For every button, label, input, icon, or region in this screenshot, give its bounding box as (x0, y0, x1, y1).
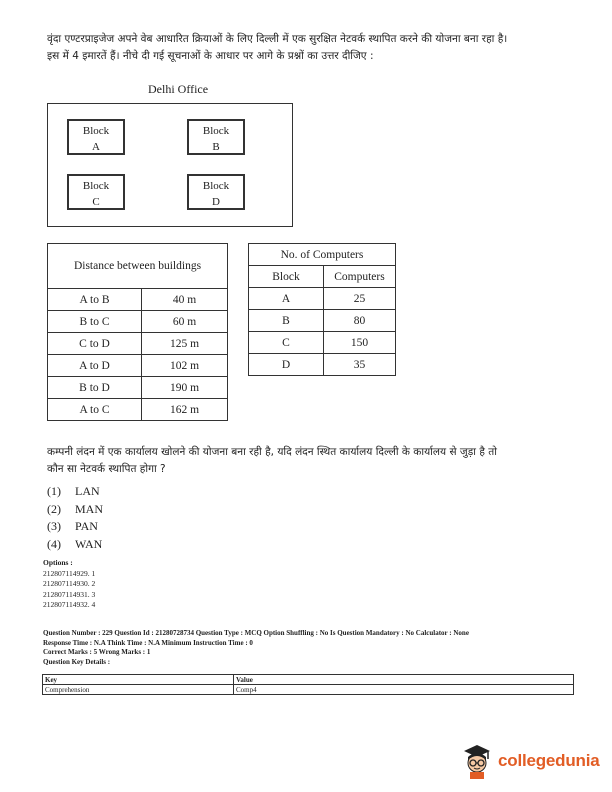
distance-table (47, 243, 228, 421)
option-text: WAN (75, 536, 103, 551)
option-number: (3) (47, 519, 61, 533)
meta-line-2: Response Time : N.A Think Time : N.A Minimum Instruction Time : 0 (43, 638, 253, 647)
option-1[interactable] (47, 483, 103, 501)
table-row (249, 332, 396, 354)
question-line-1: कम्पनी लंदन में एक कार्यालय खोलने की योजना बना रही है, यदि लंदन स्थित कार्यालय दिल्ली के कार्यालय से जुड़ा है तो (47, 446, 497, 458)
block-label: Block (82, 180, 110, 192)
table-row (48, 377, 228, 399)
options-list (47, 483, 103, 553)
block-letter: B (212, 141, 220, 153)
block-c (67, 174, 125, 210)
option-4[interactable] (47, 536, 103, 554)
intro-text (47, 31, 507, 65)
option-3[interactable] (47, 518, 103, 536)
block-label: Block (82, 125, 110, 137)
table-row (249, 288, 396, 310)
option-number: (4) (47, 536, 61, 551)
distance-value: 162 m (142, 399, 228, 421)
option-id: 212807114931. 3 (43, 589, 96, 599)
table-row (249, 354, 396, 376)
question-line-2: कौन सा नेटवर्क स्थापित होगा ? (47, 463, 166, 475)
option-number: (1) (47, 484, 61, 498)
table-row (48, 399, 228, 421)
question-meta (43, 629, 469, 667)
distance-value: 102 m (142, 355, 228, 377)
option-text: MAN (75, 501, 104, 516)
block-label: Block (202, 180, 230, 192)
block-b (187, 119, 245, 155)
distance-pair: C to D (48, 333, 142, 355)
option-ids (43, 558, 95, 611)
option-text: LAN (75, 484, 100, 498)
distance-pair: B to C (48, 311, 142, 333)
logo-text: collegedunia (498, 751, 600, 770)
block-cell: D (249, 354, 324, 376)
block-cell: A (249, 288, 324, 310)
table-row (249, 310, 396, 332)
distance-header: Distance between buildings (48, 244, 228, 289)
question-text (47, 444, 497, 478)
office-diagram (47, 103, 293, 227)
block-cell: C (249, 332, 324, 354)
block-letter: A (92, 141, 100, 153)
table-row (48, 355, 228, 377)
distance-value: 190 m (142, 377, 228, 399)
option-number: (2) (47, 501, 61, 516)
distance-pair: A to B (48, 289, 142, 311)
option-id: 212807114930. 2 (43, 579, 96, 588)
table-row (48, 289, 228, 311)
value-cell: Comp4 (234, 685, 574, 695)
option-ids-label: Options : (43, 558, 73, 567)
block-label: Block (202, 125, 230, 137)
meta-line-4: Question Key Details : (43, 657, 111, 666)
block-d (187, 174, 245, 210)
option-text: PAN (75, 519, 98, 533)
student-mascot-icon (460, 743, 494, 779)
block-cell: B (249, 310, 324, 332)
count-cell: 25 (324, 288, 396, 310)
intro-line-1: वृंदा एण्टरप्राइजेज अपने वेब आधारित क्रियाओं के लिए दिल्ली में एक सुरक्षित नेटवर्क स्थापित करने की योजना बना रहा है। (47, 33, 508, 45)
distance-value: 60 m (142, 311, 228, 333)
count-cell: 150 (324, 332, 396, 354)
computers-table (248, 243, 396, 376)
key-header: Key (43, 675, 234, 685)
meta-line-3: Correct Marks : 5 Wrong Marks : 1 (43, 648, 151, 656)
collegedunia-logo[interactable] (460, 743, 600, 779)
key-cell: Comprehension (43, 685, 234, 695)
block-letter: D (212, 196, 220, 208)
computers-header: No. of Computers (249, 244, 396, 266)
key-table (42, 674, 574, 695)
table-row (48, 333, 228, 355)
value-header: Value (234, 675, 574, 685)
option-id: 212807114929. 1 (43, 568, 96, 578)
distance-value: 40 m (142, 289, 228, 311)
count-cell: 35 (324, 354, 396, 376)
count-cell: 80 (324, 310, 396, 332)
option-2[interactable] (47, 501, 103, 519)
option-id: 212807114932. 4 (43, 600, 96, 609)
col-block: Block (249, 266, 324, 288)
distance-pair: A to D (48, 355, 142, 377)
intro-line-2: इस में 4 इमारतें हैं। नीचे दी गई सूचनाओं के आधार पर आगे के प्रश्नों का उत्तर दीजिए : (47, 50, 374, 62)
block-a (67, 119, 125, 155)
office-title: Delhi Office (148, 82, 209, 96)
meta-line-1: Question Number : 229 Question Id : 21280728734 Question Type : MCQ Option Shuffling : No Is Question Mandatory : No Calculator : None (43, 629, 469, 637)
col-computers: Computers (324, 266, 396, 288)
distance-pair: B to D (48, 377, 142, 399)
distance-pair: A to C (48, 399, 142, 421)
distance-value: 125 m (142, 333, 228, 355)
table-row (48, 311, 228, 333)
block-letter: C (92, 196, 100, 208)
